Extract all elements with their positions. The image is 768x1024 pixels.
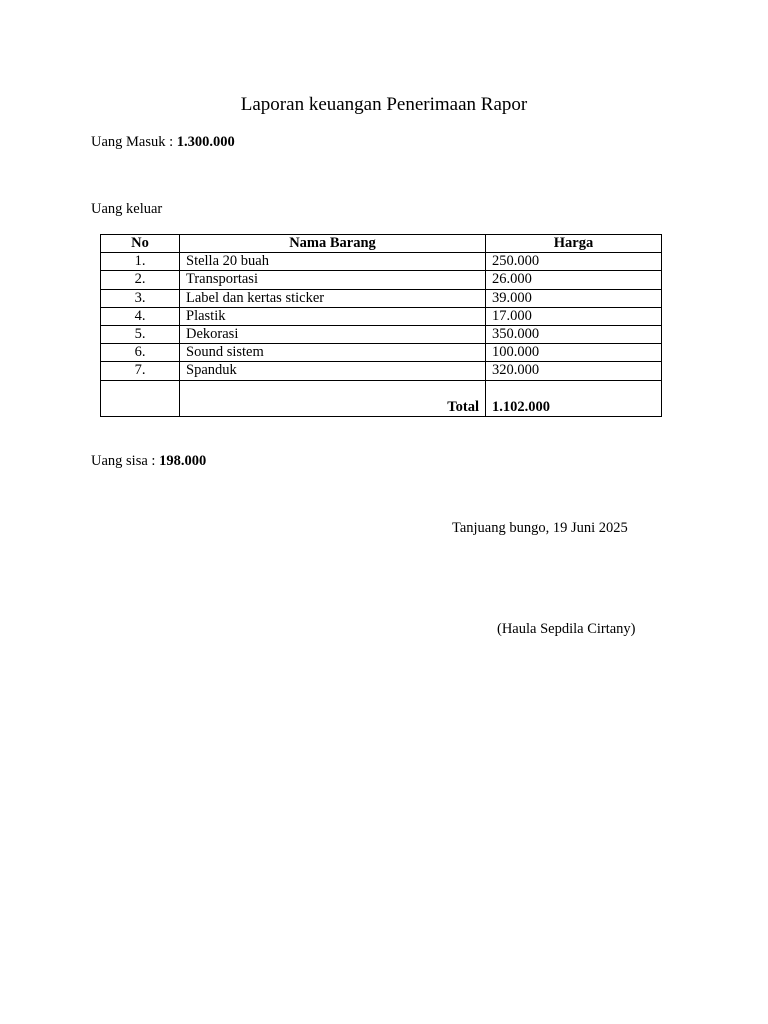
row-name: Dekorasi [180, 325, 486, 343]
row-no: 5. [101, 325, 180, 343]
row-no: 6. [101, 344, 180, 362]
place-date: Tanjuang bungo, 19 Juni 2025 [452, 520, 628, 536]
header-no: No [101, 235, 180, 253]
row-name: Stella 20 buah [180, 253, 486, 271]
row-price: 39.000 [486, 289, 662, 307]
row-no: 3. [101, 289, 180, 307]
uang-sisa-value: 198.000 [159, 453, 207, 469]
uang-masuk-line [91, 133, 235, 151]
table-row [101, 344, 662, 362]
uang-masuk-label: Uang Masuk : [91, 134, 177, 150]
row-price: 350.000 [486, 325, 662, 343]
row-price: 320.000 [486, 362, 662, 380]
table-header-row [101, 235, 662, 253]
row-name: Plastik [180, 307, 486, 325]
table-row [101, 325, 662, 343]
row-no: 2. [101, 271, 180, 289]
uang-masuk-value: 1.300.000 [176, 134, 235, 150]
document-title: Laporan keuangan Penerimaan Rapor [240, 94, 528, 115]
expense-table [100, 234, 662, 417]
row-name: Label dan kertas sticker [180, 289, 486, 307]
header-harga: Harga [486, 235, 662, 253]
row-name: Transportasi [180, 271, 486, 289]
table-row [101, 253, 662, 271]
row-price: 26.000 [486, 271, 662, 289]
row-name: Sound sistem [180, 344, 486, 362]
signer-name: (Haula Sepdila Cirtany) [497, 621, 636, 637]
row-name: Spanduk [180, 362, 486, 380]
table-total-row [101, 380, 662, 416]
table-row [101, 271, 662, 289]
table-row [101, 307, 662, 325]
row-price: 100.000 [486, 344, 662, 362]
table-row [101, 289, 662, 307]
row-no: 4. [101, 307, 180, 325]
uang-sisa-label: Uang sisa : [91, 453, 160, 469]
row-no: 1. [101, 253, 180, 271]
row-no: 7. [101, 362, 180, 380]
row-price: 250.000 [486, 253, 662, 271]
table-row [101, 362, 662, 380]
row-price: 17.000 [486, 307, 662, 325]
total-label: Total [180, 380, 486, 416]
header-nama-barang: Nama Barang [180, 235, 486, 253]
uang-sisa-line [91, 452, 206, 470]
total-empty-cell [101, 380, 180, 416]
total-value: 1.102.000 [486, 380, 662, 416]
uang-keluar-label: Uang keluar [91, 201, 163, 217]
